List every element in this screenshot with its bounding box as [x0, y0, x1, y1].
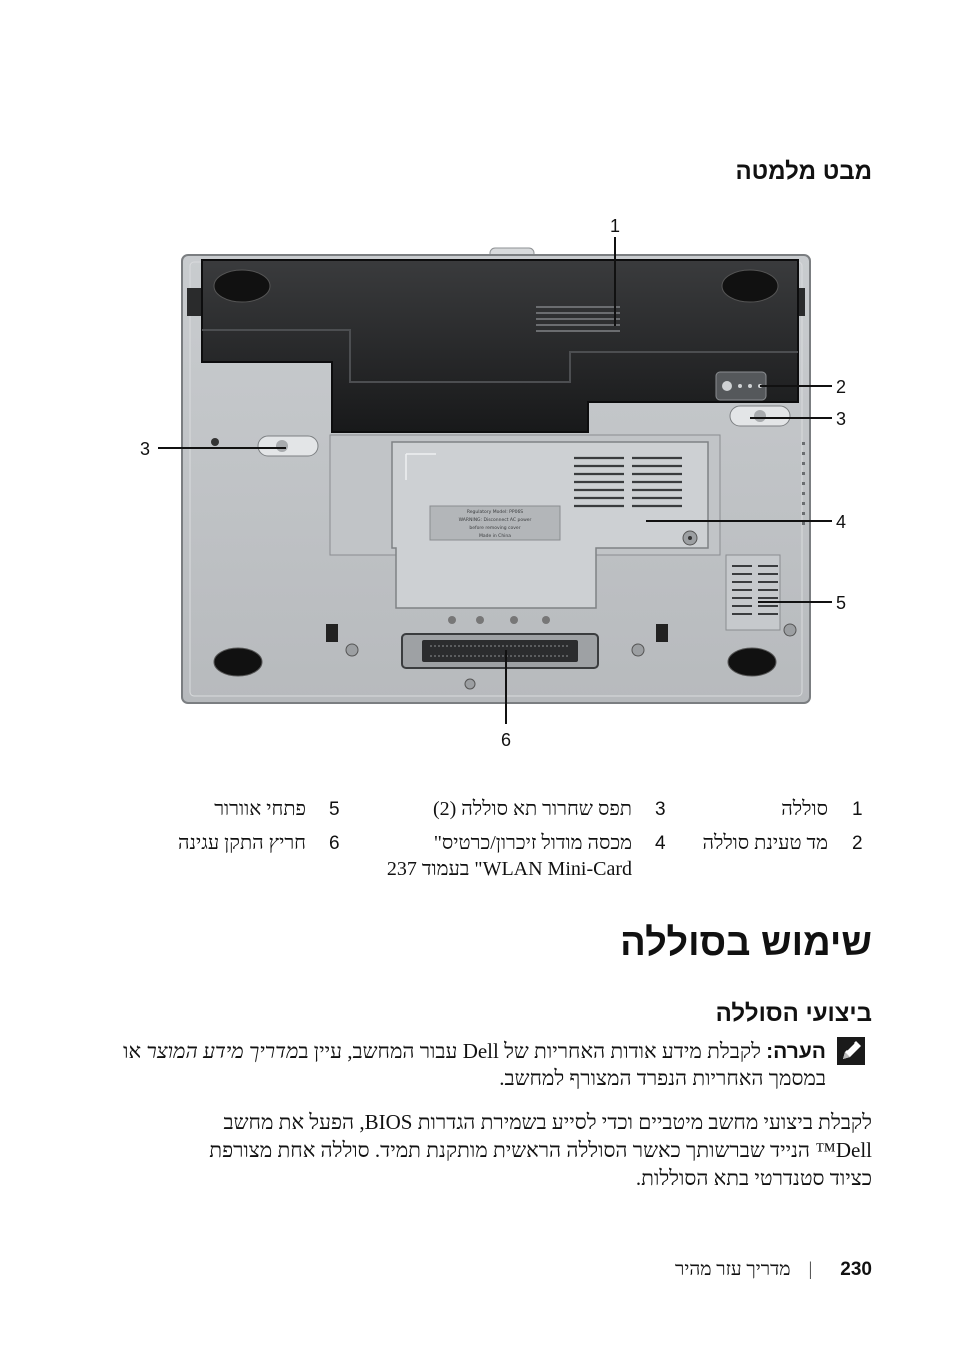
legend-text: WLAN Mini-Card" בעמוד 237 [386, 858, 632, 880]
guide-name: מדריך עזר מהיר [675, 1259, 791, 1280]
legend-num: 6 [329, 833, 340, 854]
laptop-bottom-figure [130, 210, 860, 750]
legend-num: 1 [852, 799, 863, 820]
sub-title: ביצועי הסוללה [715, 1000, 872, 1027]
callout-3-right: 3 [836, 409, 847, 429]
main-title: שימוש בסוללה [620, 922, 872, 964]
callout-2: 2 [836, 377, 847, 397]
legend-text: תפס שחרור תא סוללה (2) [432, 798, 632, 820]
sticker-line-3: before removing cover [469, 526, 521, 531]
note [106, 1038, 826, 1092]
legend-text: מכסה מודול זיכרון/כרטיס" [433, 832, 632, 854]
footer-separator: | [808, 1259, 813, 1280]
note-text-2: המוצר [146, 1039, 198, 1063]
legend-num: 5 [329, 799, 340, 820]
page-number: 230 [840, 1259, 872, 1280]
sticker-line-1: Regulatory Model: PP06S [466, 510, 524, 515]
sticker-line-4: Made in China [478, 534, 512, 539]
legend-text: סוללה [781, 798, 828, 820]
sticker-line-2: WARNING: Disconnect AC power [458, 518, 532, 523]
section-title: מבט מלמטה [735, 158, 872, 185]
legend-num: 4 [655, 833, 666, 854]
callout-1: 1 [609, 216, 621, 236]
body-paragraph: לקבלת ביצועי מחשב מיטביים וכדי לסייע בשמירת הגדרות BIOS, הפעל את מחשב Dell™ הנייד שברשותך כאשר הסוללה הראשית מותקנת תמיד. סוללה אחת מצורפת כציוד סטנדרטי בתא הסוללות. [209, 1110, 872, 1190]
callout-3-left: 3 [140, 439, 151, 459]
legend-num: 2 [852, 833, 863, 854]
legend-text: פתחי אוורור [214, 798, 306, 820]
note-guide-link: מדריך מידע [203, 1039, 299, 1063]
legend-text: מד טעינת סוללה [702, 832, 828, 854]
callout-4: 4 [836, 512, 847, 532]
laptop-bottom-drawing [130, 210, 860, 750]
page-footer [675, 1259, 872, 1281]
note-text-3: או במסמך האחריות הנפרד המצורף למחשב. [123, 1039, 826, 1090]
note-pencil-icon [836, 1036, 866, 1066]
note-label: הערה: [766, 1040, 826, 1063]
callout-6: 6 [500, 730, 512, 750]
legend-text: חריץ התקן עגינה [178, 832, 306, 854]
note-text-1: לקבלת מידע אודות האחריות של Dell עבור המחשב, עיין ב [298, 1039, 761, 1063]
legend-num: 3 [655, 799, 666, 820]
callout-5: 5 [836, 593, 847, 613]
